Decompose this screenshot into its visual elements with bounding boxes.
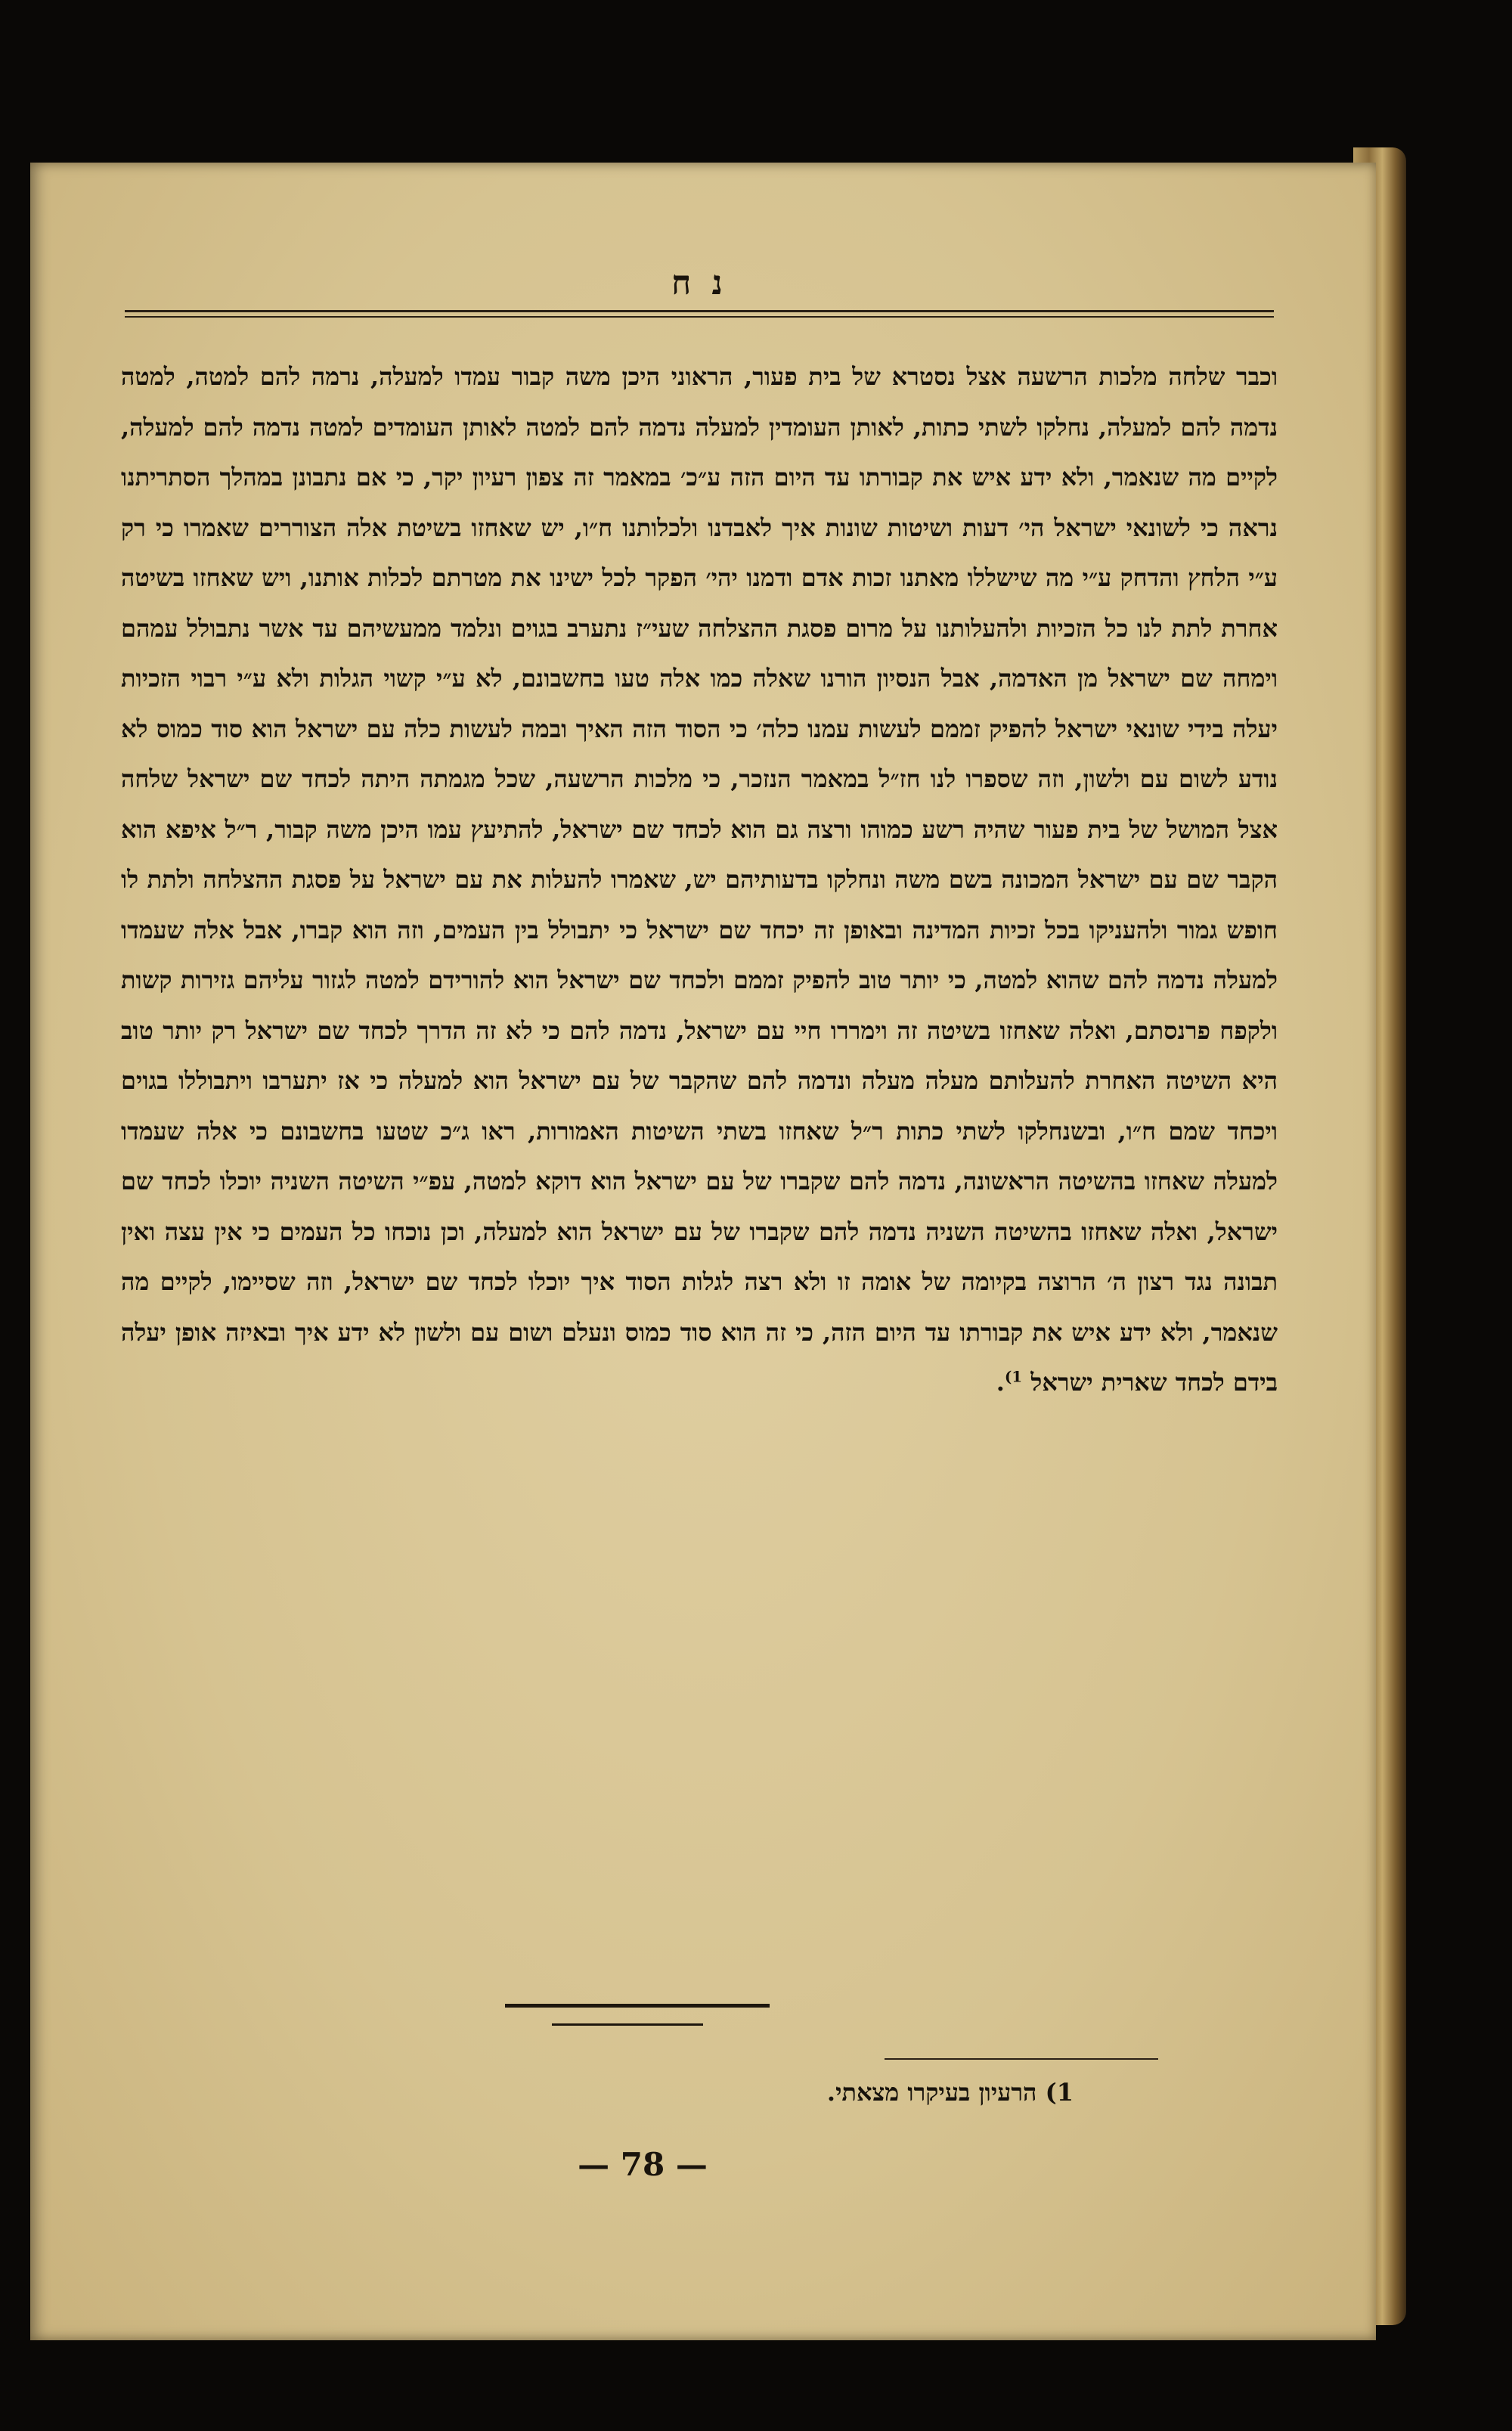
end-punctuation: . [996,1368,1005,1397]
header-rule [125,310,1274,312]
header-rule-secondary [125,316,1274,318]
footnote-reference[interactable]: 1) [1004,1367,1023,1386]
footnote: 1) הרעיון בעיקרו מצאתי. [826,2078,1074,2107]
page-number: — 78 — [578,2146,708,2183]
chapter-title: נ ח [671,264,727,302]
section-end-rule [505,2004,770,2008]
body-paragraph [121,352,1278,1408]
body-text: וכבר שלחה מלכות הרשעה אצל נסטרא של בית פעור, הראוני היכן משה קבור עמדו למעלה, נרמה להם למטה, למטה נדמה להם למעלה, נחלקו לשתי כתות, לאותן העומדין למעלה נדמה להם למטה לאותן העומדים למטה נדמה להם למעלה, לקיים מה שנאמר, ולא ידע איש את קבורתו עד היום הזה ע״כ׳ במאמר זה צפון רעיון יקר, כי אם נתבונן במהלך הסתריתנו נראה כי לשונאי ישראל הי׳ דעות ושיטות שונות איך לאבדנו ולכלותנו ח״ו, יש שאחזו בשיטת אלה הצוררים שאמרו כי רק ע״י הלחץ והדחק ע״י מה שישללו מאתנו זכות אדם ודמנו יהי׳ הפקר לכל ישינו את מטרתם לכלות אותנו, ויש שאחזו בשיטה אחרת לתת לנו כל הזכיות ולהעלותנו על מרום פסגת ההצלחה שעי״ז נתערב בגוים ונלמד ממעשיהם עד אשר נתבולל עמהם וימחה שם ישראל מן האדמה, אבל הנסיון הורנו שאלה כמו אלה טעו בחשבונם, לא ע״י קשוי הגלות ולא ע״י רבוי הזכיות יעלה בידי שונאי ישראל להפיק זממם לעשות עמנו כלה׳ כי הסוד הזה האיך ובמה לעשות כלה עם ישראל הוא סוד כמוס לא נודע לשום עם ולשון, וזה שספרו לנו חז״ל במאמר הנזכר, כי מלכות הרשעה, שכל מגמתה היתה לכחד שם ישראל שלחה אצל המושל של בית פעור שהיה רשע כמוהו ורצה גם הוא לכחד שם ישראל, להתיעץ עמו היכן משה קבור, ר״ל איפא הוא הקבר שם עם ישראל המכונה בשם משה ונחלקו בדעותיהם יש, שאמרו להעלות את עם ישראל על פסגת ההצלחה ולתת לו חופש גמור ולהעניקו בכל זכיות המדינה ובאופן זה יכחד שם ישראל כי יתבולל בין העמים, וזה הוא קברו, אבל אלה שעמדו למעלה נדמה להם שהוא למטה, כי יותר טוב להפיק זממם ולכחד שם ישראל הוא להורידם למטה לגזור עליהם גזירות קשות ולקפח פרנסתם, ואלה שאחזו בשיטה זה וימררו חיי עם ישראל, נדמה להם כי לא זה הדרך לכחד שם ישראל רק יותר טוב היא השיטה האחרת להעלותם מעלה מעלה ונדמה להם שהקבר של עם ישראל הוא למעלה כי אז יתערבו ויתבוללו בגוים ויכחד שמם ח״ו, ובשנחלקו לשתי כתות ר״ל שאחזו בשתי השיטות האמורות, ראו ג״כ שטעו בחשבונם כי אלה שעמדו למעלה שאחזו בהשיטה הראשונה, נדמה להם שקברו של עם ישראל הוא דוקא למטה, עפ״י השיטה השניה יוכלו לכחד שם ישראל, ואלה שאחזו בהשיטה השניה נדמה להם שקברו של עם ישראל הוא למעלה, וכן נוכחו כל העמים כי אין עצה ואין תבונה נגד רצון ה׳ הרוצה בקיומה של אומה זו ולא רצה לגלות הסוד איך יוכלו לכחד שם ישראל, וזה שסיימו, לקיים מה שנאמר, ולא ידע איש את קבורתו עד היום הזה, כי זה הוא סוד כמוס ונעלם ושום עם ולשון לא ידע איך ובאיזה אופן יעלה בידם לכחד שארית ישראל [121,362,1278,1397]
section-end-rule-short [552,2023,703,2026]
footnote-rule [885,2058,1158,2060]
page-header [125,261,1274,314]
